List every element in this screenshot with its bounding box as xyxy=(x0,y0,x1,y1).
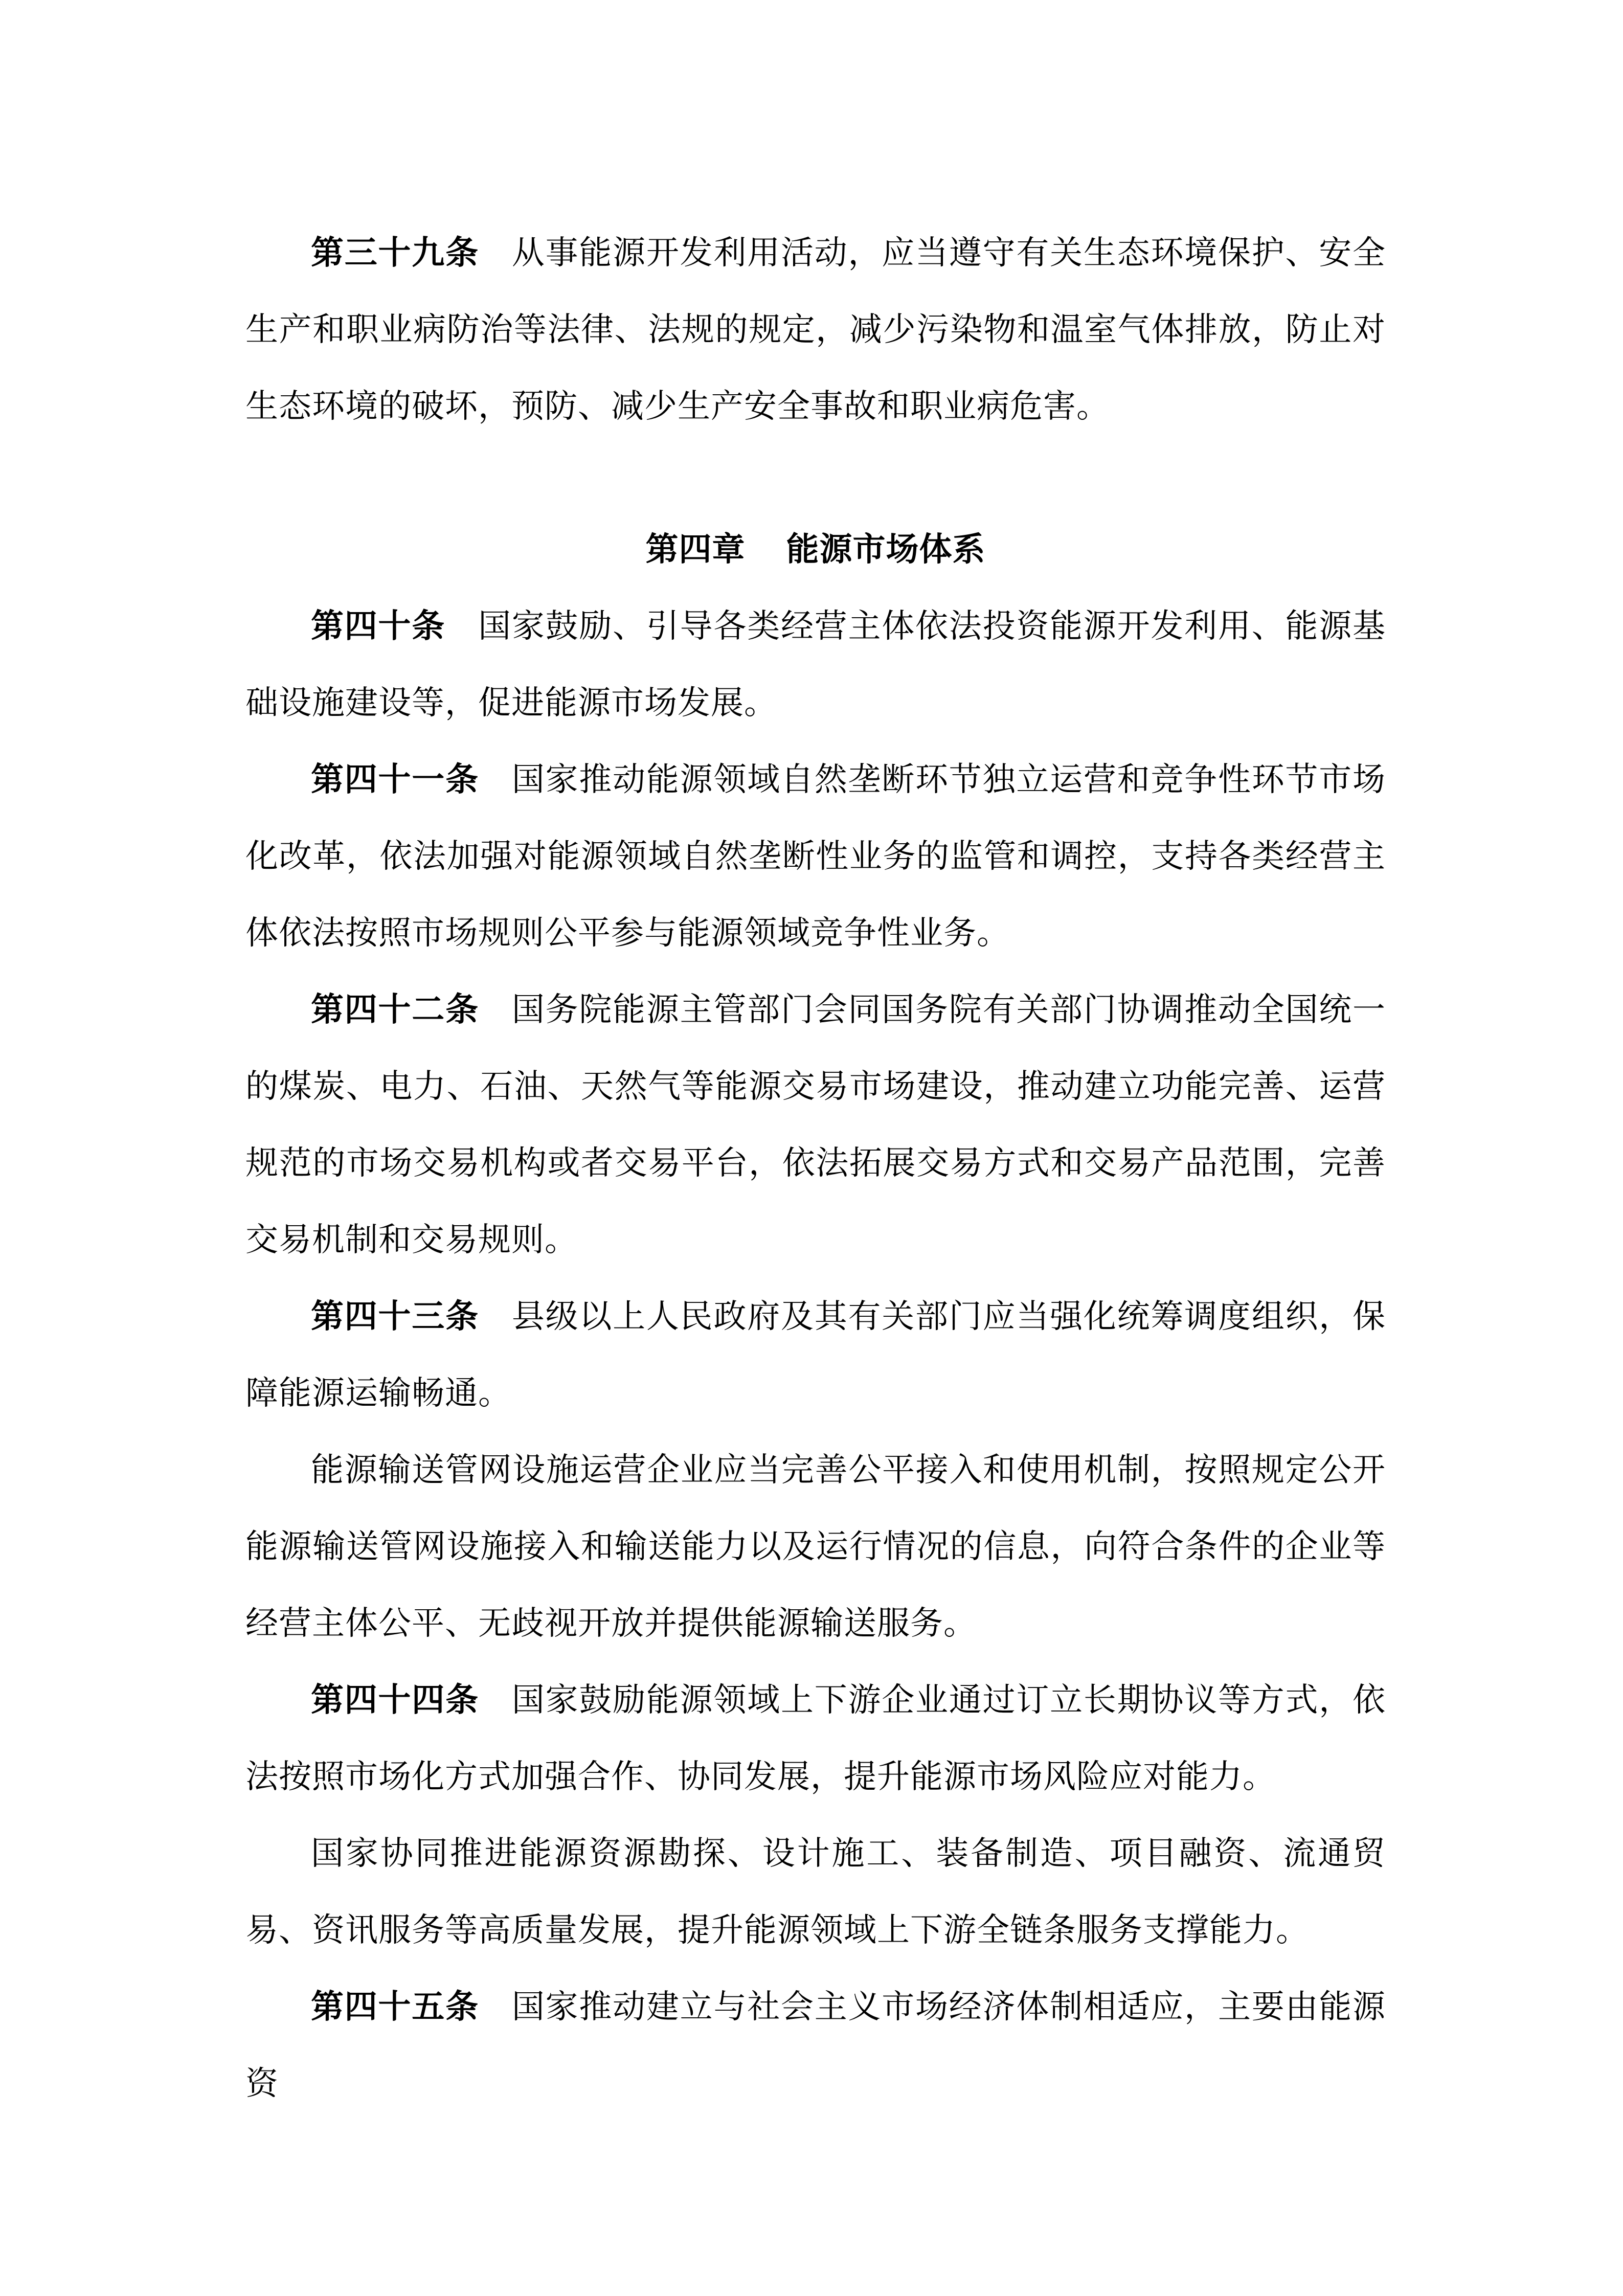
article-number: 第四十三条 xyxy=(311,1298,479,1336)
article-text: 国务院能源主管部门会同国务院有关部门协调推动全国统一的煤炭、电力、石油、天然气等能源交易市场建设，推动建立功能完善、运营规范的市场交易机构或者交易平台，依法拓展交易方式和交易产品范围，完善交易机制和交易规则。 xyxy=(245,991,1386,1259)
article-number: 第三十九条 xyxy=(311,234,479,272)
chapter-title: 能源市场体系 xyxy=(786,531,986,569)
continuation-paragraph xyxy=(245,1815,1386,1969)
article-number: 第四十二条 xyxy=(311,991,479,1029)
article-paragraph xyxy=(245,1969,1386,2122)
article-number: 第四十条 xyxy=(311,607,446,645)
article-paragraph xyxy=(245,1278,1386,1432)
article-text: 县级以上人民政府及其有关部门应当强化统筹调度组织，保障能源运输畅通。 xyxy=(245,1298,1386,1412)
chapter-heading xyxy=(245,511,1386,588)
article-paragraph xyxy=(245,588,1386,741)
article-number: 第四十四条 xyxy=(311,1681,479,1719)
article-paragraph xyxy=(245,215,1386,445)
article-text: 国家推动能源领域自然垄断环节独立运营和竞争性环节市场化改革，依法加强对能源领域自然垄断性业务的监管和调控，支持各类经营主体依法按照市场规则公平参与能源领域竞争性业务。 xyxy=(245,761,1386,952)
article-number: 第四十五条 xyxy=(311,1988,479,2026)
article-text: 从事能源开发利用活动，应当遵守有关生态环境保护、安全生产和职业病防治等法律、法规的规定，减少污染物和温室气体排放，防止对生态环境的破坏，预防、减少生产安全事故和职业病危害。 xyxy=(245,234,1386,425)
article-text: 国家推动建立与社会主义市场经济体制相适应，主要由能源资 xyxy=(245,1988,1386,2103)
article-paragraph xyxy=(245,972,1386,1278)
article-paragraph xyxy=(245,741,1386,972)
continuation-paragraph xyxy=(245,1432,1386,1662)
chapter-number: 第四章 xyxy=(645,531,746,569)
article-text: 国家鼓励、引导各类经营主体依法投资能源开发利用、能源基础设施建设等，促进能源市场发展。 xyxy=(245,607,1386,722)
article-paragraph xyxy=(245,1662,1386,1815)
paragraph-text: 能源输送管网设施运营企业应当完善公平接入和使用机制，按照规定公开能源输送管网设施接入和输送能力以及运行情况的信息，向符合条件的企业等经营主体公平、无歧视开放并提供能源输送服务。 xyxy=(245,1451,1386,1642)
paragraph-text: 国家协同推进能源资源勘探、设计施工、装备制造、项目融资、流通贸易、资讯服务等高质量发展，提升能源领域上下游全链条服务支撑能力。 xyxy=(245,1835,1386,1949)
document-body xyxy=(245,215,1386,2122)
article-text: 国家鼓励能源领域上下游企业通过订立长期协议等方式，依法按照市场化方式加强合作、协同发展，提升能源市场风险应对能力。 xyxy=(245,1681,1386,1796)
article-number: 第四十一条 xyxy=(311,761,479,799)
